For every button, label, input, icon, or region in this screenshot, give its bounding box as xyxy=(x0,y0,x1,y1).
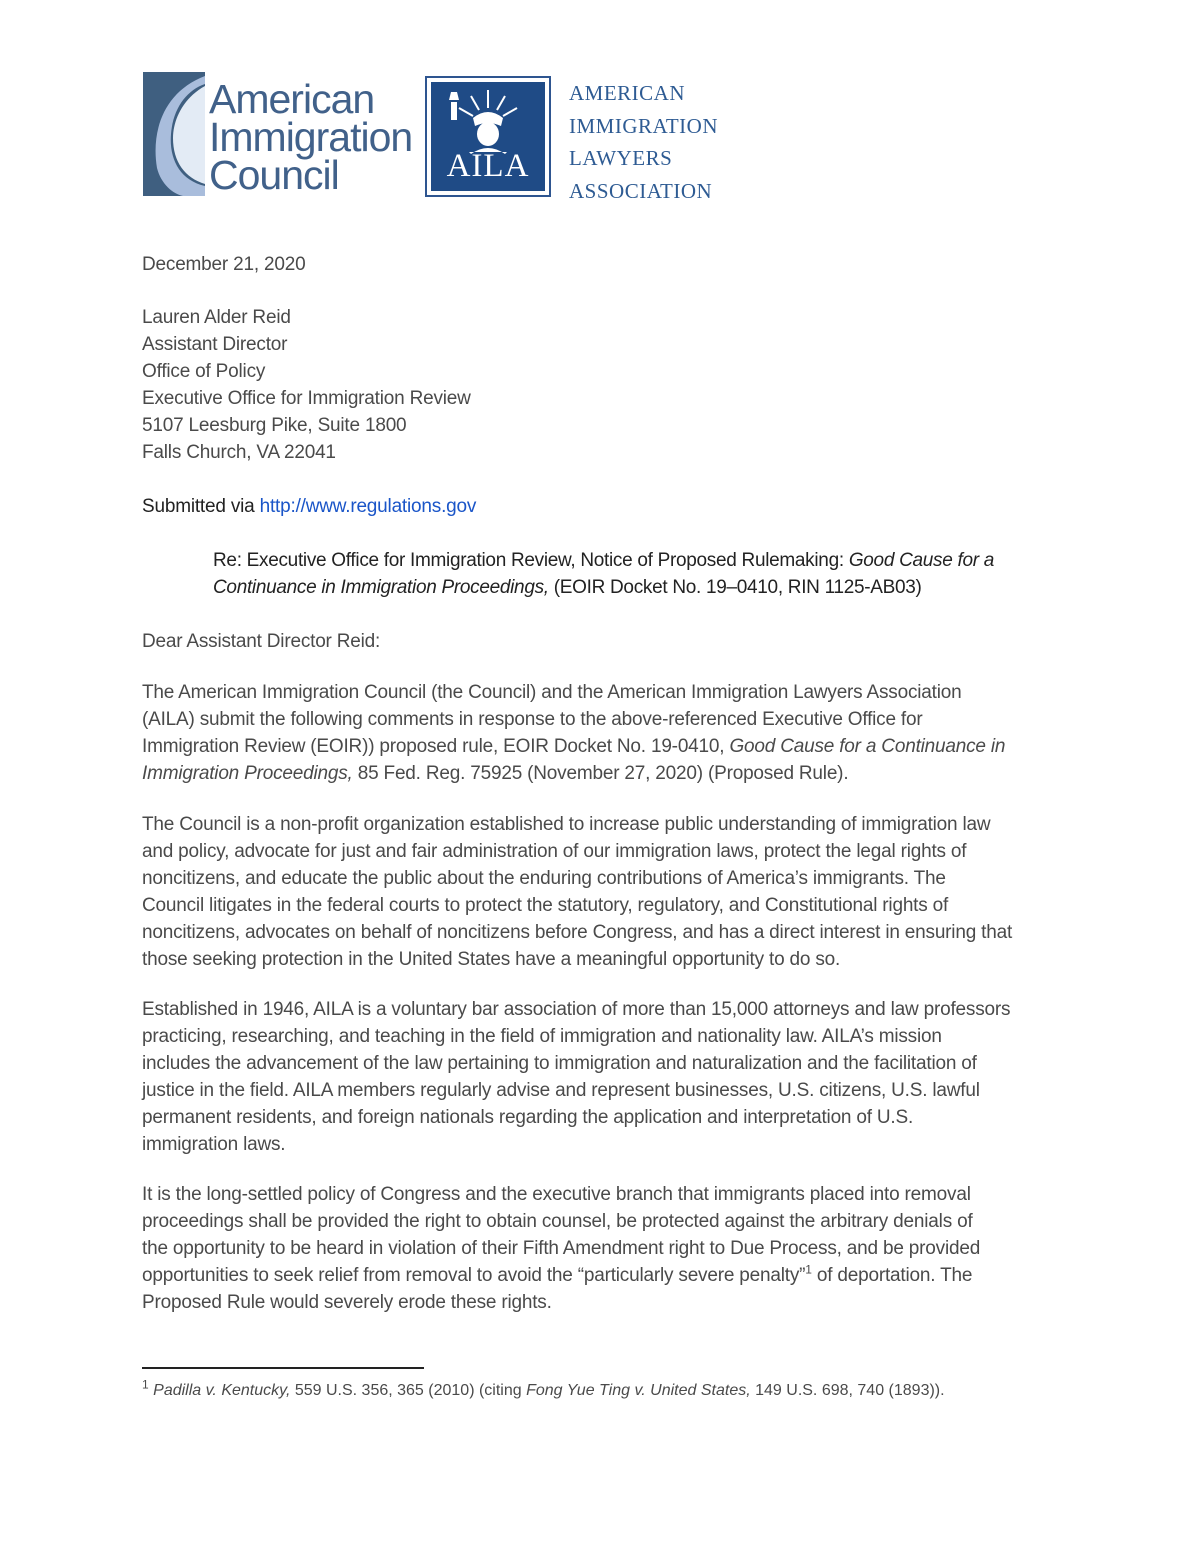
footnote-separator xyxy=(142,1367,424,1369)
recipient-line: Executive Office for Immigration Review xyxy=(142,388,471,409)
paragraph-council: The Council is a non-profit organization established to increase public understanding of immigration law and policy, advocate for just and fair administration of our immigration laws, protect the legal rights of noncitizens, and educate the public about the enduring contributions of America’s immigrants. The Council litigates in the federal courts to protect the statutory, regulatory, and Constitutional rights of noncitizens, advocates on behalf of noncitizens before Congress, and has a direct interest in ensuring that those seeking protection in the United States have a meaningful opportunity to do so. xyxy=(142,814,1013,970)
paragraph-aila: Established in 1946, AILA is a voluntary bar association of more than 15,000 attorneys and law professors practicing, researching, and teaching in the field of immigration and nationality law. AILA’s mission includes the advancement of the law pertaining to immigration and naturalization and the facilitation of justice in the field. AILA members regularly advise and represent businesses, U.S. citizens, U.S. lawful permanent residents, and foreign nationals regarding the application and interpretation of U.S. immigration laws. xyxy=(142,999,1011,1155)
american-immigration-council-logo xyxy=(143,72,413,198)
regulations-gov-link[interactable]: http://www.regulations.gov xyxy=(259,496,477,517)
recipient-line: 5107 Leesburg Pike, Suite 1800 xyxy=(142,415,407,436)
paragraph-policy: It is the long-settled policy of Congress and the executive branch that immigrants placed into removal proceedings shall be provided the right to obtain counsel, be protected against the arbitrary denials of the opportunity to be heard in violation of their Fifth Amendment right to Due Process, and be provided opportunities to seek relief from removal to avoid the “particularly severe penalty”$^1$ of deportation. The Proposed Rule would severely erode these rights. xyxy=(142,1184,981,1313)
aila-logo xyxy=(425,76,551,197)
footnote: $^1$ Padilla v. Kentucky, 559 U.S. 356, 365 (2010) (citing Fong Yue Ting v. United States, 149 U.S. 698, 740 (1893)). xyxy=(142,1377,945,1399)
submitted-via-line: Submitted via http://www.regulations.gov xyxy=(142,496,477,517)
letter-date: December 21, 2020 xyxy=(142,254,306,275)
recipient-line: Office of Policy xyxy=(142,361,266,382)
aila-full-name: AMERICAN IMMIGRATION LAWYERS ASSOCIATION xyxy=(569,81,718,203)
recipient-line: Lauren Alder Reid xyxy=(142,307,291,328)
council-logo-mark xyxy=(143,72,205,196)
paragraph-intro: The American Immigration Council (the Council) and the American Immigration Lawyers Association (AILA) submit the following comments in response to the above-referenced Executive Office for Immigration Review (EOIR)) proposed rule, EOIR Docket No. 19-0410, Good Cause for a Continuance in Immigration Proceedings, 85 Fed. Reg. 75925 (November 27, 2020) (Proposed Rule). xyxy=(142,682,1006,784)
footnote-reference: 1 xyxy=(805,1262,812,1277)
recipient-line: Assistant Director xyxy=(142,334,288,355)
recipient-line: Falls Church, VA 22041 xyxy=(142,442,336,463)
salutation: Dear Assistant Director Reid: xyxy=(142,631,381,652)
council-logo-wordmark: American Immigration Council xyxy=(209,76,413,198)
aila-box-text: AILA xyxy=(446,148,530,184)
